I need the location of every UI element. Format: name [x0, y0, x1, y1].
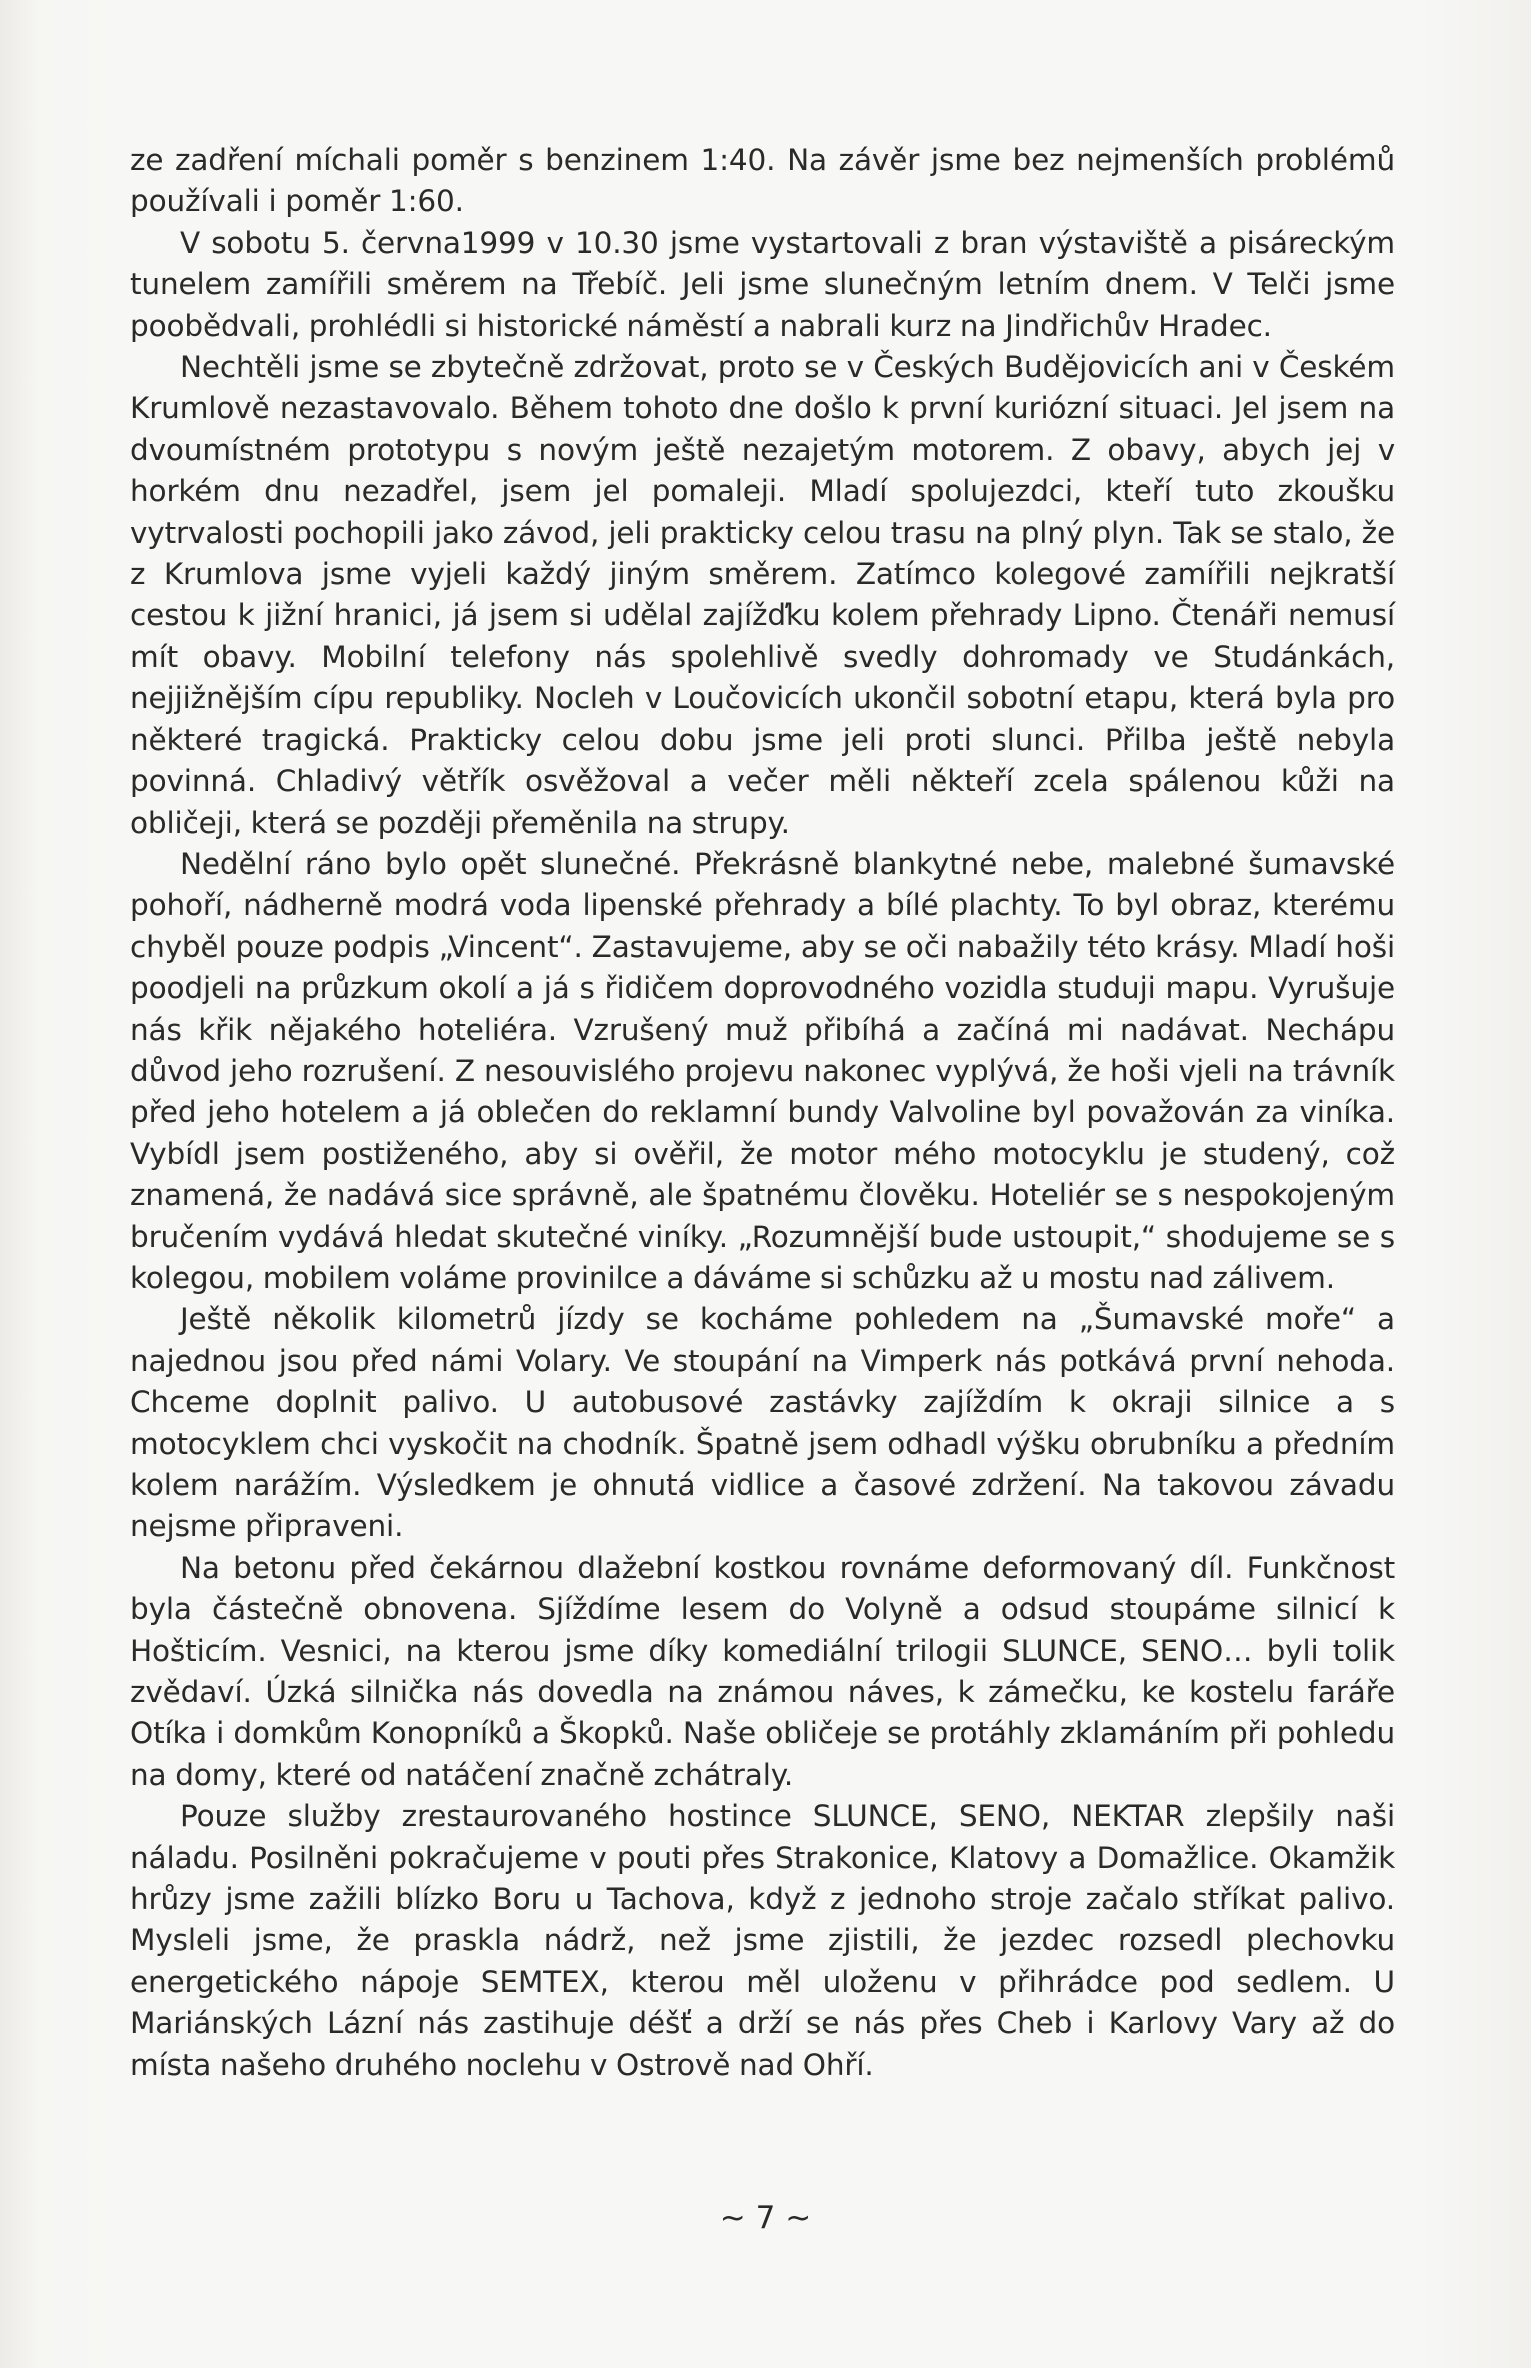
paragraph-7: Pouze služby zrestaurovaného hostince SLUNCE, SENO, NEKTAR zlepšily naši náladu. Posilněni pokračujeme v pouti přes Strakonice, Klatovy a Domažlice. Okamžik hrůzy jsme zažili blízko Boru u Tachova, když z jednoho stroje začalo stříkat palivo. Mysleli jsme, že praskla nádrž, než jsme zjistili, že jezdec rozsedl plechovku energetického nápoje SEMTEX, kterou měl uloženu v přihrádce pod sedlem. U Mariánských Lázní nás zastihuje déšť a drží se nás přes Cheb i Karlovy Vary až do místa našeho druhého noclehu v Ostrově nad Ohří.	[130, 1799, 1395, 2082]
page-number: ~ 7 ~	[719, 2200, 812, 2236]
paragraph-1: ze zadření míchali poměr s benzinem 1:40. Na závěr jsme bez nejmenších problémů používali i poměr 1:60.	[130, 143, 1395, 219]
paragraph-6: Na betonu před čekárnou dlažební kostkou rovnáme deformovaný díl. Funkčnost byla částečně obnovena. Sjíždíme lesem do Volyně a odsud stoupáme silnicí k Hošticím. Vesnici, na kterou jsme díky komediální trilogii SLUNCE, SENO… byli tolik zvědaví. Úzká silnička nás dovedla na známou náves, k zámečku, ke kostelu faráře Otíka i domkům Konopníků a Škopků. Naše obličeje se protáhly zklamáním při pohledu na domy, které od natáčení značně zchátraly.	[130, 1550, 1395, 1792]
paragraph-5: Ještě několik kilometrů jízdy se kocháme pohledem na „Šumavské moře“ a najednou jsou před námi Volary. Ve stoupání na Vimperk nás potkává první nehoda. Chceme doplnit palivo. U autobusové zastávky zajíždím k okraji silnice a s motocyklem chci vyskočit na chodník. Špatně jsem odhadl výšku obrubníku a předním kolem narážím. Výsledkem je ohnutá vidlice a časové zdržení. Na takovou závadu nejsme připraveni.	[130, 1302, 1395, 1544]
body-text	[130, 140, 1395, 2086]
paragraph-4: Nedělní ráno bylo opět slunečné. Překrásně blankytné nebe, malebné šumavské pohoří, nádherně modrá voda lipenské přehrady a bílé plachty. To byl obraz, kterému chyběl pouze podpis „Vincent“. Zastavujeme, aby se oči nabažily této krásy. Mladí hoši poodjeli na průzkum okolí a já s řidičem doprovodného vozidla studuji mapu. Vyrušuje nás křik nějakého hoteliéra. Vzrušený muž přibíhá a začíná mi nadávat. Nechápu důvod jeho rozrušení. Z nesouvislého projevu nakonec vyplývá, že hoši vjeli na trávník před jeho hotelem a já oblečen do reklamní bundy Valvoline byl považován za viníka. Vybídl jsem postiženého, aby si ověřil, že motor mého motocyklu je studený, což znamená, že nadává sice správně, ale špatnému člověku. Hoteliér se s nespokojeným bručením vydává hledat skutečné viníky. „Rozumnější bude ustoupit,“ shodujeme se s kolegou, mobilem voláme provinilce a dáváme si schůzku až u mostu nad zálivem.	[130, 846, 1395, 1295]
paragraph-2: V sobotu 5. června1999 v 10.30 jsme vystartovali z bran výstaviště a pisáreckým tunelem zamířili směrem na Třebíč. Jeli jsme slunečným letním dnem. V Telči jsme poobědvali, prohlédli si historické náměstí a nabrali kurz na Jindřichův Hradec.	[130, 225, 1395, 343]
paragraph-3: Nechtěli jsme se zbytečně zdržovat, proto se v Českých Budějovicích ani v Českém Krumlově nezastavovalo. Během tohoto dne došlo k první kuriózní situaci. Jel jsem na dvoumístném prototypu s novým ještě nezajetým motorem. Z obavy, abych jej v horkém dnu nezadřel, jsem jel pomaleji. Mladí spolujezdci, kteří tuto zkoušku vytrvalosti pochopili jako závod, jeli prakticky celou trasu na plný plyn. Tak se stalo, že z Krumlova jsme vyjeli každý jiným směrem. Zatímco kolegové zamířili nejkratší cestou k jižní hranici, já jsem si udělal zajížďku kolem přehrady Lipno. Čtenáři nemusí mít obavy. Mobilní telefony nás spolehlivě svedly dohromady ve Studánkách, nejjižnějším cípu republiky. Nocleh v Loučovicích ukončil sobotní etapu, která byla pro některé tragická. Prakticky celou dobu jsme jeli proti slunci. Přilba ještě nebyla povinná. Chladivý větřík osvěžoval a večer měli někteří zcela spálenou kůži na obličeji, která se později přeměnila na strupy.	[130, 350, 1395, 840]
